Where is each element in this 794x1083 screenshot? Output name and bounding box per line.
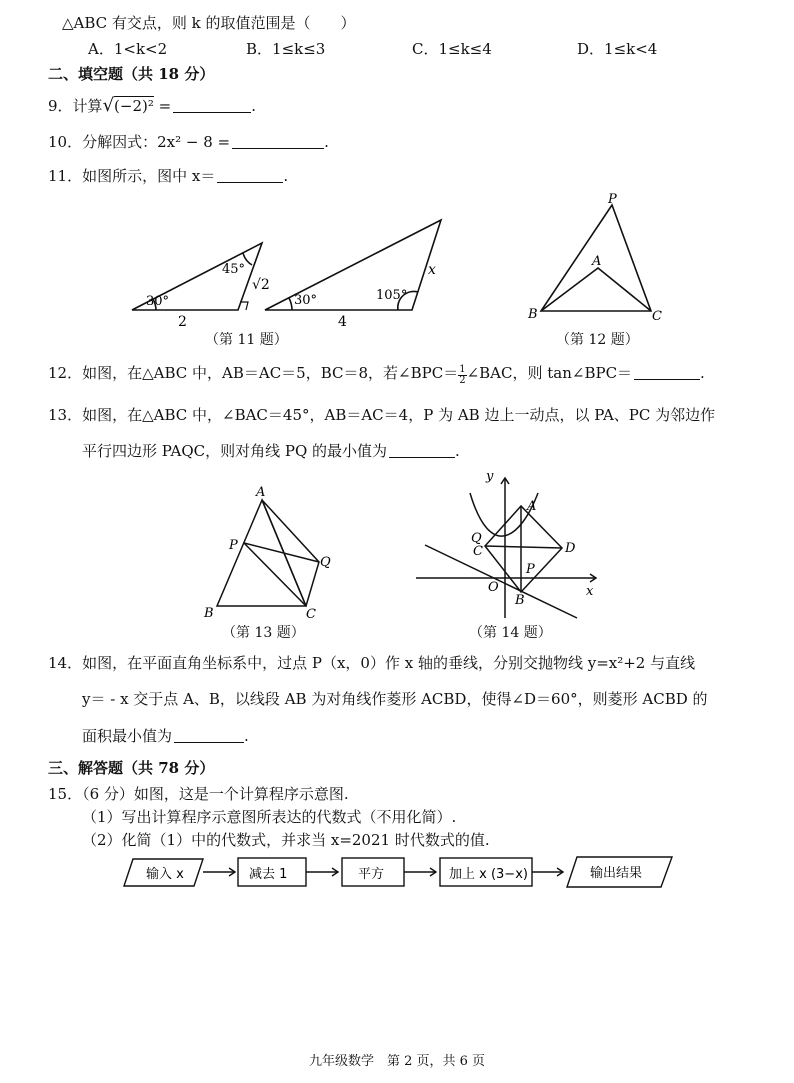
fig11-t2-side-right: x	[428, 262, 436, 278]
q12-text-a: 如图，在△ABC 中，AB＝AC＝5，BC＝8，若∠BPC＝	[82, 364, 459, 382]
q13-line2: 平行四边形 PAQC，则对角线 PQ 的最小值为	[82, 442, 388, 460]
q11-period: .	[283, 167, 289, 185]
q12-period: .	[700, 364, 705, 382]
q14-line1: 如图，在平面直角坐标系中，过点 P（x，0）作 x 轴的垂线，分别交抛物线 y=x²+2 与直线	[82, 654, 696, 672]
q13-number: 13．	[48, 406, 83, 424]
q15-part-2: （2）化简（1）中的代数式，并求当 x=2021 时代数式的值.	[82, 831, 490, 849]
q15-part-1: （1）写出计算程序示意图所表达的代数式（不用化简）.	[82, 808, 457, 826]
fig11-caption: （第 11 题）	[205, 332, 288, 348]
fig14-label-o: O	[488, 580, 499, 595]
fig14-diagram	[416, 478, 596, 618]
q11-number: 11．	[48, 167, 83, 185]
q13-line1: 如图，在△ABC 中，∠BAC＝45°，AB＝AC＝4，P 为 AB 边上一动点，以 PA、PC 为邻边作	[82, 406, 716, 424]
q12-frac-numerator: 1	[459, 364, 466, 375]
fig14-parabola	[470, 493, 538, 536]
section3-title: 三、解答题（共 78 分）	[48, 759, 215, 777]
flow-input-box	[124, 859, 203, 886]
fig14-label-y: y	[486, 469, 494, 484]
q13-period: .	[455, 442, 460, 460]
fig11-triangle-1	[132, 243, 262, 310]
q9-radicand: (−2)²	[114, 97, 154, 115]
q10-period: .	[324, 133, 329, 151]
q8-option-a: A．1<k<2	[88, 40, 168, 58]
q12-text-b: ∠BAC，则 tan∠BPC＝	[466, 364, 633, 382]
fig11-t2-angle-left: 30°	[294, 293, 318, 308]
fig14-label-p: P	[526, 562, 535, 577]
q13-answer-blank	[389, 443, 455, 458]
section2-title: 二、填空题（共 18 分）	[48, 65, 215, 83]
fig14-label-x: x	[586, 584, 594, 599]
q12-fraction	[458, 365, 466, 386]
q10-text: 分解因式：2x² − 8 =	[82, 133, 231, 151]
q10-number: 10．	[48, 133, 83, 151]
q10-answer-blank	[232, 134, 324, 149]
fig12-label-a: A	[592, 254, 602, 269]
q8-option-c: C．1≤k≤4	[412, 40, 492, 58]
flow-step-output: 输出结果	[590, 866, 643, 881]
fig13-label-b: B	[204, 606, 214, 621]
q9-equals: =	[153, 97, 172, 115]
q15-line1: （6 分）如图，这是一个计算程序示意图.	[82, 785, 349, 803]
fig11-t1-angle-top: 45°	[222, 262, 246, 277]
fig11-t2-angle-right: 105°	[376, 288, 408, 303]
q8-option-d: D．1≤k<4	[577, 40, 658, 58]
flow-step-add: 加上 x (3−x)	[449, 867, 528, 882]
fig14-label-a: A	[527, 499, 537, 514]
flow-step-input: 输入 x	[146, 867, 184, 882]
question-14-line2: y＝ - x 交于点 A、B，以线段 AB 为对角线作菱形 ACBD，使得∠D＝60°，则菱形 ACBD 的	[82, 690, 708, 708]
flow-step-square: 平方	[358, 867, 385, 882]
q8-option-b: B．1≤k≤3	[246, 40, 326, 58]
q12-answer-blank	[634, 365, 700, 380]
flow-add-box	[440, 858, 532, 886]
question-11	[48, 165, 288, 186]
fig12-diagram	[541, 205, 651, 311]
page-footer: 九年级数学 第 2 页，共 6 页	[308, 1054, 486, 1069]
question-10	[48, 131, 329, 152]
fig13-diagram	[217, 500, 319, 606]
fig14-label-b: B	[515, 593, 525, 608]
q9-period: .	[251, 97, 257, 115]
question-15	[48, 783, 349, 804]
q11-text: 如图所示，图中 x＝	[82, 167, 216, 185]
fig13-label-q: Q	[320, 555, 331, 570]
fig13-label-a: A	[256, 485, 266, 500]
fig13-caption: （第 13 题）	[222, 625, 305, 641]
fig11-t2-side-bottom: 4	[338, 314, 347, 330]
q14-period: .	[244, 727, 249, 745]
flow-step-subtract: 减去 1	[249, 867, 288, 882]
fig14-label-d: D	[565, 541, 576, 556]
flow-square-box	[342, 858, 404, 886]
flow-subtract-box	[238, 858, 306, 886]
question-14-line3	[82, 725, 249, 746]
fig12-caption: （第 12 题）	[556, 332, 639, 348]
question-14	[48, 652, 695, 673]
question-13	[48, 404, 715, 425]
q9-text: 计算	[72, 97, 103, 115]
flowchart	[124, 857, 672, 887]
q11-answer-blank	[217, 168, 283, 183]
fig11-t1-side-right: √2	[252, 277, 270, 293]
question-13-line2	[82, 440, 460, 461]
question-9	[48, 95, 256, 116]
fig14-label-c: C	[473, 544, 483, 559]
q14-number: 14．	[48, 654, 83, 672]
q8-stem: △ABC 有交点，则 k 的取值范围是（ ）	[62, 14, 356, 32]
flow-output-box	[567, 857, 672, 887]
q14-answer-blank	[174, 728, 244, 743]
fig12-label-c: C	[652, 309, 662, 324]
fig13-label-c: C	[306, 607, 316, 622]
q12-frac-denominator: 2	[459, 375, 466, 386]
fig11-t1-angle-left: 30°	[146, 294, 170, 309]
fig13-label-p: P	[229, 538, 238, 553]
q12-number: 12．	[48, 364, 83, 382]
q15-number: 15．	[48, 785, 83, 803]
fig14-caption: （第 14 题）	[469, 625, 552, 641]
q9-sqrt-sign: √	[102, 95, 115, 116]
fig14-line	[425, 545, 577, 618]
q9-answer-blank	[173, 98, 251, 113]
fig12-label-p: P	[608, 192, 617, 207]
q9-number: 9．	[48, 97, 73, 115]
fig11-t1-side-bottom: 2	[178, 314, 187, 330]
question-12	[48, 362, 705, 386]
fig11-triangle-2	[265, 220, 441, 310]
fig14-label-q: Q	[471, 531, 482, 546]
q14-line3: 面积最小值为	[82, 727, 173, 745]
fig12-label-b: B	[528, 307, 538, 322]
